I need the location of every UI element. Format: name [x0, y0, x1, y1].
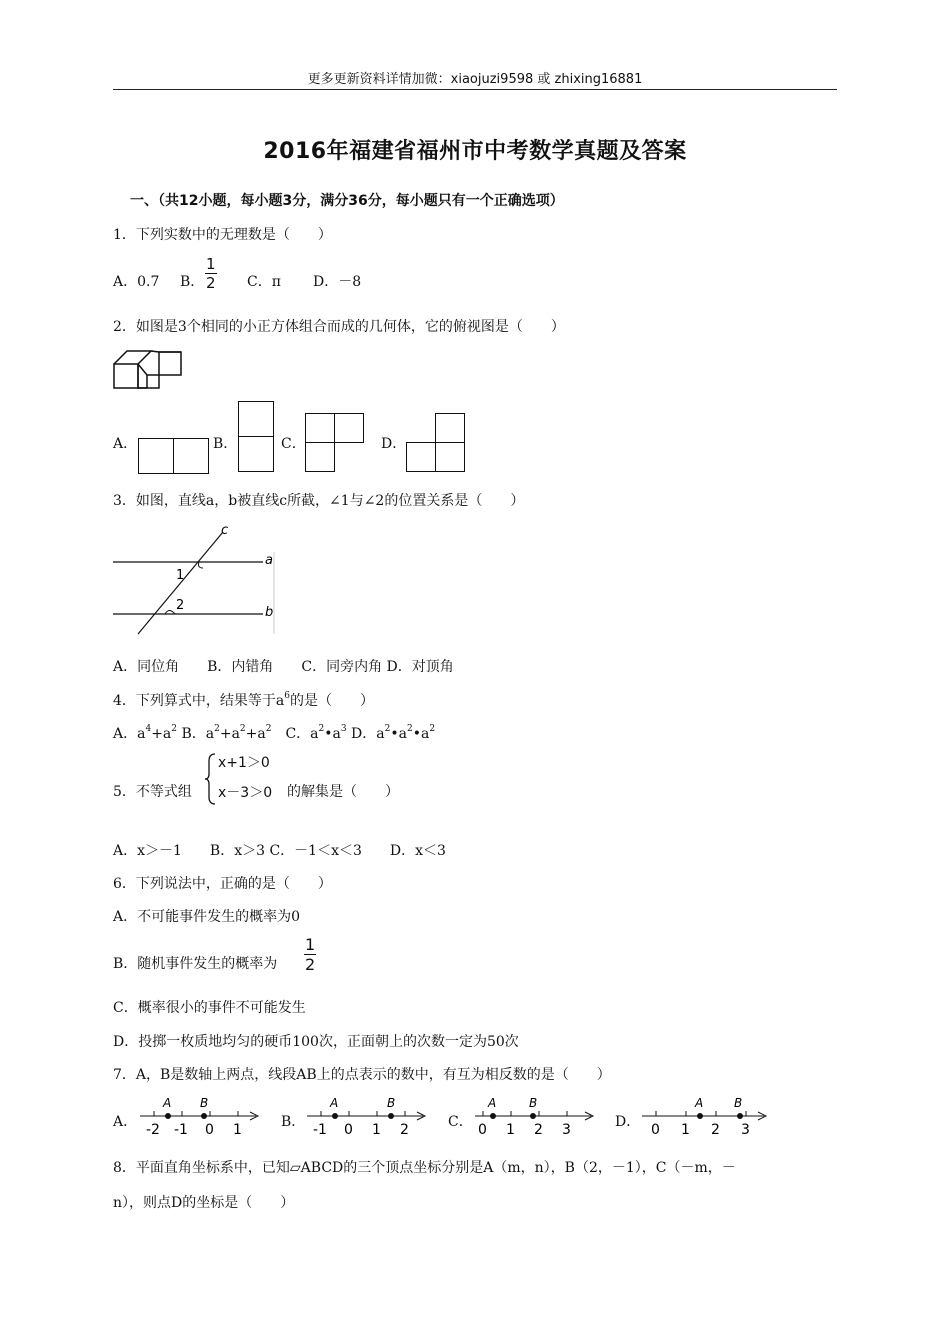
q7-d-tick-0: 0 [651, 1122, 660, 1138]
q7-c-tick-3: 3 [562, 1122, 571, 1138]
q2-stem: 2．如图是3个相同的小正方体组合而成的几何体，它的俯视图是（ ） [113, 319, 565, 335]
q5-options: A．x＞－1 B．x＞3 C．－1＜x＜3 D．x＜3 [113, 843, 446, 859]
q2-option-c: C． [281, 436, 306, 452]
page-header: 更多更新资料详情加微：xiaojuzi9598 或 zhixing16881 [307, 72, 643, 87]
q7-a-tick-1: -1 [174, 1122, 188, 1138]
q7-c-point-a: A [488, 1096, 497, 1110]
q6-option-a: A．不可能事件发生的概率为0 [113, 909, 301, 925]
page-title: 2016年福建省福州市中考数学真题及答案 [263, 139, 687, 164]
q1-option-a: A．0.7 [113, 274, 160, 290]
q4-options: A．$a^4+a^2$ B．$a^2+a^2+a^2$ C．$a^2•a^3$ D．$a^2•a^2•a^2$ [113, 724, 436, 742]
q7-a-tick-3: 1 [233, 1122, 242, 1138]
q4-stem [113, 690, 374, 710]
q3-label-b: b [265, 605, 274, 620]
q7-b-tick-2: 1 [372, 1122, 381, 1138]
q7-c-tick-1: 1 [506, 1122, 515, 1138]
q2-option-a: A． [113, 436, 138, 452]
section-heading: 一、（共12小题，每小题3分，满分36分，每小题只有一个正确选项） [130, 193, 564, 209]
q6-option-d: D．投掷一枚质地均匀的硬币100次，正面朝上的次数一定为50次 [113, 1034, 519, 1050]
q4-stem-pre: 4．下列算式中，结果等于a [113, 693, 285, 709]
q7-stem: 7．A，B是数轴上两点，线段AB上的点表示的数中，有互为相反数的是（ ） [113, 1067, 611, 1083]
q3-label-angle2: 2 [176, 598, 185, 613]
q1-fraction-den: 2 [206, 274, 216, 292]
q7-number-line-c [473, 1094, 599, 1136]
q6-fraction [304, 935, 316, 974]
q4-stem-post: 的是（ ） [290, 693, 374, 709]
q5-inequality-2: x－3＞0 [218, 785, 273, 801]
q6-option-b: B．随机事件发生的概率为 [113, 956, 278, 972]
q5-stem-post: 的解集是（ ） [287, 784, 399, 800]
q7-b-point-a: A [330, 1096, 339, 1110]
q7-option-b: B． [281, 1114, 306, 1130]
q7-b-tick-0: -1 [313, 1122, 327, 1138]
q2-option-d-figure [406, 413, 466, 473]
q1-fraction [205, 255, 217, 292]
q7-option-d: D． [615, 1114, 641, 1130]
q7-c-tick-2: 2 [534, 1122, 543, 1138]
q3-stem: 3．如图，直线a，b被直线c所截，∠1与∠2的位置关系是（ ） [113, 493, 525, 509]
q7-number-line-d [640, 1094, 772, 1136]
q7-a-point-a: A [163, 1096, 172, 1110]
q7-d-tick-3: 3 [741, 1122, 750, 1138]
q6-fraction-num: 1 [305, 935, 316, 954]
q2-option-a-figure [138, 438, 210, 474]
q2-option-d: D． [381, 436, 407, 452]
q7-c-tick-0: 0 [478, 1122, 487, 1138]
q2-option-b-figure [238, 401, 275, 473]
q5-brace [205, 753, 217, 805]
q7-d-point-b: B [734, 1096, 743, 1110]
q2-cube-figure [113, 348, 183, 390]
q1-option-c: C．π [247, 274, 281, 290]
q2-option-b: B． [213, 436, 238, 452]
q7-b-tick-3: 2 [400, 1122, 409, 1138]
q3-label-angle1: 1 [176, 568, 185, 583]
q7-option-a: A． [113, 1114, 138, 1130]
q7-d-tick-2: 2 [711, 1122, 720, 1138]
q3-label-c: c [221, 523, 229, 538]
q6-fraction-den: 2 [305, 955, 316, 974]
q5-stem-pre: 5．不等式组 [113, 784, 192, 800]
q8-line-1: 8．平面直角坐标系中，已知▱ABCD的三个顶点坐标分别是A（m，n），B（2，－1），C（－m，－ [113, 1160, 736, 1176]
q1-fraction-num: 1 [206, 255, 216, 273]
q7-d-point-a: A [695, 1096, 704, 1110]
q1-option-b: B． [180, 274, 205, 290]
q5-inequality-1: x+1＞0 [218, 755, 270, 771]
q7-b-tick-1: 0 [344, 1122, 353, 1138]
q7-a-tick-2: 0 [205, 1122, 214, 1138]
q7-number-line-b [305, 1094, 431, 1136]
q1-stem: 1．下列实数中的无理数是（ ） [113, 227, 332, 243]
q8-line-2: n），则点D的坐标是（ ） [113, 1195, 295, 1211]
q3-label-a: a [265, 553, 273, 568]
q7-a-point-b: B [200, 1096, 209, 1110]
q7-c-point-b: B [529, 1096, 538, 1110]
q7-b-point-b: B [387, 1096, 396, 1110]
q1-option-d: D．－8 [313, 274, 362, 290]
q7-d-tick-1: 1 [681, 1122, 690, 1138]
q7-option-c: C． [448, 1114, 473, 1130]
q3-lines-figure [113, 522, 278, 637]
q2-option-c-figure [305, 413, 365, 473]
q7-number-line-a [138, 1094, 264, 1136]
q4-stem-sup: 6 [284, 691, 290, 702]
q6-stem: 6．下列说法中，正确的是（ ） [113, 876, 332, 892]
q3-options: A．同位角 B．内错角 C．同旁内角 D．对顶角 [113, 659, 454, 675]
q6-option-c: C．概率很小的事件不可能发生 [113, 1000, 306, 1016]
header-rule [113, 89, 837, 90]
q7-a-tick-0: -2 [146, 1122, 160, 1138]
